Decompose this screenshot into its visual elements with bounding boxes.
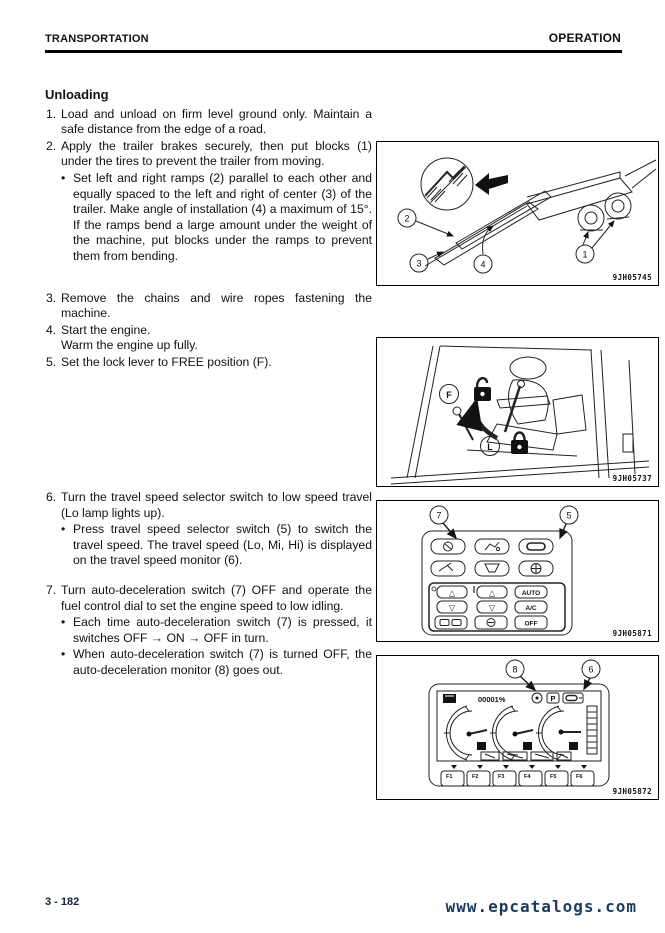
fkey-label: F4 [524, 774, 531, 780]
machine-monitor-illustration [377, 656, 658, 799]
svg-text:P: P [550, 694, 556, 703]
off-button [515, 616, 547, 629]
step-7-bullet-2 [61, 647, 372, 678]
recirculation-button [475, 616, 507, 629]
svg-text:▽: ▽ [448, 603, 456, 613]
step-number: 1. [46, 106, 57, 121]
svg-text:1: 1 [582, 249, 588, 260]
figure-code: 9JH05871 [612, 629, 652, 638]
step-4-continuation: Warm the engine up fully. [61, 338, 198, 353]
travel-speed-selector-switch [519, 539, 553, 554]
auto-button [515, 586, 547, 598]
step-number: 5. [46, 354, 57, 369]
figure-trailer-ramp-setup [376, 141, 659, 286]
gauge-icons [477, 742, 578, 750]
callout-2 [398, 209, 453, 236]
temp-down-button [437, 601, 467, 613]
step-number: 6. [46, 490, 57, 504]
cab-frame [391, 346, 649, 484]
parking-indicator [547, 693, 559, 703]
page-number: 3 - 182 [45, 896, 80, 908]
step-2-bullet [61, 171, 372, 265]
trailer-ramp-illustration [377, 142, 658, 285]
step-7 [45, 583, 372, 614]
bullet-marker: • [61, 170, 66, 185]
fkey-label: F3 [498, 774, 505, 780]
callout-8 [506, 660, 535, 690]
step-text: Set the lock lever to FREE position (F). [61, 354, 272, 369]
figure-lock-lever [376, 337, 659, 487]
svg-text:7: 7 [436, 510, 442, 521]
figure-code: 9JH05872 [612, 787, 652, 796]
header-rule [45, 50, 622, 53]
eco-bar-gauge [587, 706, 597, 754]
temp-up-button [432, 586, 467, 598]
svg-text:△: △ [488, 588, 496, 598]
step-1 [45, 107, 372, 138]
service-meter-display: 00001% [478, 695, 506, 704]
figure-code: 9JH05745 [612, 273, 652, 282]
figure-machine-monitor [376, 655, 659, 800]
cab-lock-lever-illustration [377, 338, 658, 486]
travel-speed-monitor-icon [563, 693, 583, 703]
step-text: Turn the travel speed selector switch to low speed travel (Lo lamp lights up). [61, 490, 372, 520]
screen-bottom-icon-strip [481, 752, 571, 760]
bullet-text: Set left and right ramps (2) parallel to each other and equally spaced to the left and right of center (3) of the trailer. Make angle of installation (4) a maximum of 15°. If the ramps bend a large amount under the weight of the machine, put blocks under the ramps to prevent them from bending. [73, 170, 372, 263]
step-text: Start the engine. [61, 322, 151, 337]
svg-text:L: L [487, 442, 493, 452]
bullet-marker: • [61, 615, 66, 630]
wiper-switch [431, 561, 465, 576]
bullet-marker: • [61, 522, 66, 537]
header-section-right: OPERATION [548, 31, 621, 45]
step-4 [45, 323, 372, 339]
header-section-left: TRANSPORTATION [45, 33, 149, 45]
fan-up-button [474, 586, 507, 598]
section-title: Unloading [45, 87, 109, 102]
bullet-marker: • [61, 647, 66, 662]
svg-text:△: △ [448, 588, 456, 598]
svg-text:A/C: A/C [525, 605, 537, 612]
text-block-steps-6-7 [45, 489, 372, 679]
monitor-screen [437, 691, 601, 761]
step-text: Load and unload on firm level ground only. Maintain a safe distance from the edge of a road. [61, 106, 372, 137]
svg-text:OFF: OFF [524, 620, 538, 628]
svg-text:AUTO: AUTO [521, 590, 541, 597]
step-6-bullet [61, 522, 372, 569]
unlock-icon [474, 378, 491, 401]
machine-status-icon [443, 694, 456, 703]
figure-code: 9JH05737 [612, 474, 652, 483]
fkey-label: F2 [472, 774, 479, 780]
trailer-wheels [578, 193, 631, 231]
ramp-hook-detail-circle [421, 158, 473, 210]
lock-icon [511, 433, 528, 455]
step-number: 3. [46, 290, 57, 305]
step-number: 4. [46, 322, 57, 337]
detail-arrow-icon [475, 173, 508, 195]
ac-button [515, 601, 547, 613]
svg-text:F: F [446, 390, 452, 400]
step-7-bullet-1 [61, 615, 372, 646]
fan-down-button [477, 601, 507, 613]
step-number: 7. [46, 582, 57, 597]
auto-deceleration-monitor-icon [532, 693, 542, 703]
svg-text:2: 2 [404, 213, 410, 224]
fkey-label: F5 [550, 774, 557, 780]
step-5 [45, 355, 372, 371]
svg-text:▽: ▽ [488, 603, 496, 613]
switch-panel-illustration [377, 501, 658, 641]
svg-text:5: 5 [566, 510, 572, 521]
bullet-text: When auto-deceleration switch (7) is turned OFF, the auto-deceleration monitor (8) goes out. [73, 647, 372, 677]
lever-motion-arrow [475, 402, 497, 438]
vent-mode-button [435, 616, 467, 629]
svg-text:4: 4 [480, 259, 486, 270]
fkey-label: F1 [446, 774, 453, 780]
step-text: Turn auto-deceleration switch (7) OFF and operate the fuel control dial to set the engine speed to low idling. [61, 582, 372, 613]
lock-position-label [481, 437, 500, 456]
text-block-steps-1-5 [45, 87, 372, 371]
swing-lock-switch [519, 561, 553, 576]
auto-deceleration-switch [431, 539, 465, 554]
step-2 [45, 139, 372, 170]
step-3 [45, 291, 372, 322]
step-number: 2. [46, 138, 57, 153]
trailer-bed [527, 160, 656, 220]
working-mode-switch [475, 539, 509, 554]
callout-7 [430, 506, 456, 538]
fkey-label: F6 [576, 774, 583, 780]
step-6 [45, 490, 372, 521]
callout-3 [410, 252, 443, 272]
bullet-text: Press travel speed selector switch (5) to switch the travel speed. The travel speed (Lo, Mi, Hi) is displayed on the travel speed monitor (6). [73, 522, 372, 568]
svg-text:6: 6 [588, 664, 594, 675]
step-text: Remove the chains and wire ropes fastening the machine. [61, 290, 372, 321]
step-text: Apply the trailer brakes securely, then put blocks (1) under the tires to prevent the trailer from moving. [61, 138, 372, 169]
svg-text:8: 8 [512, 664, 518, 675]
watermark-link[interactable]: www.epcatalogs.com [445, 897, 637, 916]
function-key-row [441, 771, 594, 786]
fkey-pointer-icons [451, 765, 587, 769]
figure-switch-panel [376, 500, 659, 642]
window-washer-switch [475, 561, 509, 576]
svg-text:3: 3 [416, 258, 422, 269]
free-position-label [440, 385, 459, 404]
bullet-text: Each time auto-deceleration switch (7) is pressed, it switches OFF → ON → OFF in turn. [73, 615, 372, 645]
callout-6 [582, 660, 600, 689]
